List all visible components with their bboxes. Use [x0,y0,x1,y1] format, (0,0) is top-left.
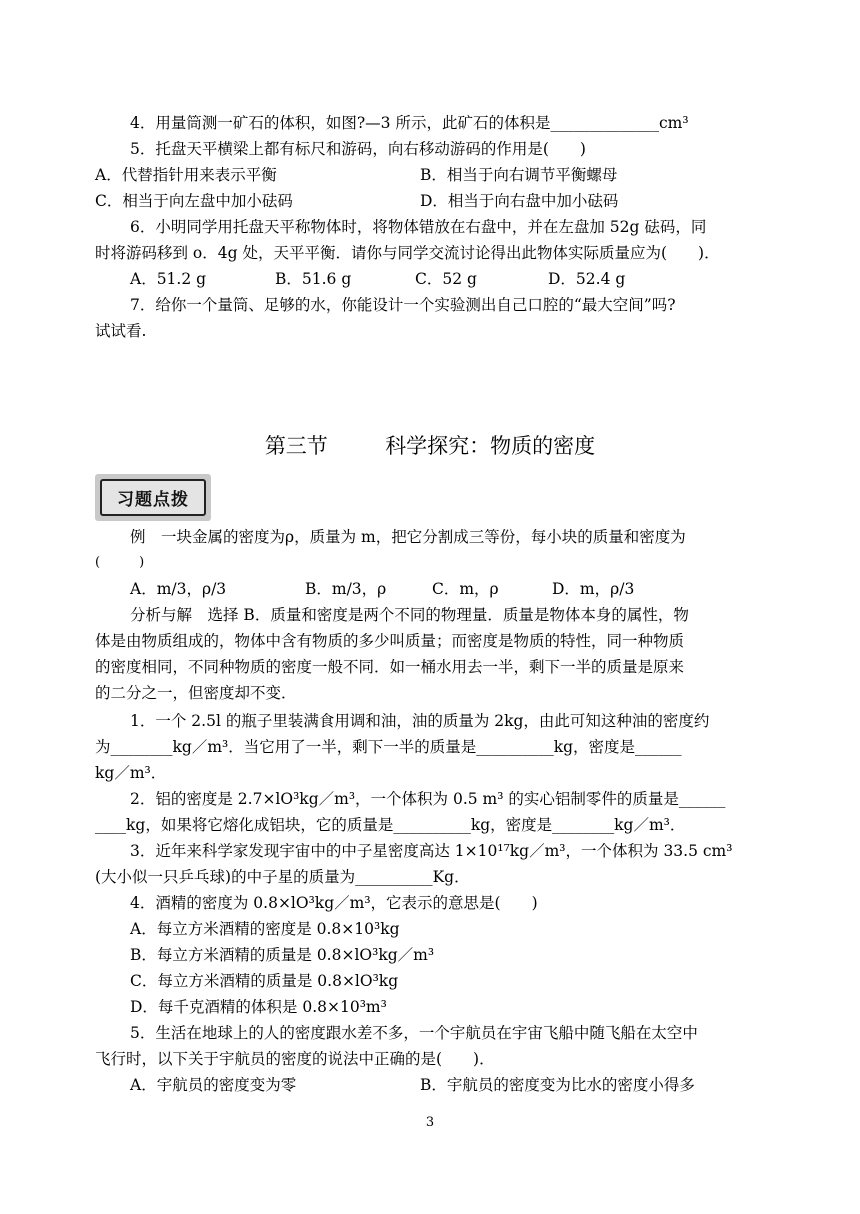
exercise-5-line-1: 5．生活在地球上的人的密度跟水差不多，一个宇航员在宇宙飞船中随飞船在太空中 [130,1024,698,1042]
analysis-line-3: 的密度相同，不同种物质的密度一般不同．如一桶水用去一半，剩下一半的质量是原来 [95,658,685,676]
page-number: 3 [425,1115,435,1130]
question-4: 4．用量筒测一矿石的体积，如图?—3 所示，此矿石的体积是______________cm³ [130,114,689,132]
question-5: 5．托盘天平横梁上都有标尺和游码，向右移动游码的作用是( ) [130,140,586,158]
example-line-1: 例 一块金属的密度为ρ，质量为 m，把它分割成三等份，每小块的质量和密度为 [130,528,686,546]
exercise-4-option-b: B．每立方米酒精的质量是 0.8×lO³kg／m³ [130,946,435,964]
badge-label: 习题点拨 [100,479,206,516]
exercise-3-line-2: (大小似一只乒乓球)的中子星的质量为__________Kg． [95,868,470,886]
question-6-line-1: 6．小明同学用托盘天平称物体时，将物体错放在右盘中，并在左盘加 52g 砝码，同 [130,218,707,236]
exercise-1-line-1: 1．一个 2.5l 的瓶子里装满食用调和油，油的质量为 2kg，由此可知这种油的密度约 [130,712,710,730]
example-line-2: ( ) [95,555,145,570]
analysis-line-4: 的二分之一，但密度却不变． [95,684,297,702]
exercise-2-line-1: 2．铝的密度是 2.7×lO³kg／m³，一个体积为 0.5 m³ 的实心铝制零件的质量是______ [130,790,726,808]
analysis-line-1: 分析与解 选择 B．质量和密度是两个不同的物理量．质量是物体本身的属性，物 [130,606,689,624]
exercise-2-line-2: ____kg，如果将它熔化成铝块，它的质量是__________kg，密度是________kg／m³． [95,816,686,834]
exercise-3-line-1: 3．近年来科学家发现宇宙中的中子星密度高达 1×10¹⁷kg／m³，一个体积为 33.5 cm³ [130,842,733,860]
exercise-4-option-a: A．每立方米酒精的密度是 0.8×10³kg [130,920,400,938]
exercise-1-line-2: 为________kg／m³．当它用了一半，剩下一半的质量是__________kg，密度是______ [95,738,682,756]
question-7-line-1: 7．给你一个量筒、足够的水，你能设计一个实验测出自己口腔的“最大空间”吗? [130,296,676,314]
exercise-4-option-d: D．每千克酒精的体积是 0.8×10³m³ [130,998,387,1016]
q5-option-c: C．相当于向左盘中加小砝码 [95,192,293,210]
example-option-b: B．m/3，ρ [305,580,387,598]
section-heading [0,430,860,460]
analysis-line-2: 体是由物质组成的，物体中含有物质的多少叫质量；而密度是物质的特性，同一种物质 [95,632,685,650]
example-option-a: A．m/3，ρ/3 [130,580,227,598]
question-6-line-2: 时将游码移到 o．4g 处，天平平衡．请你与同学交流讨论得出此物体实际质量应为( )． [95,244,720,262]
q5-option-b: B．相当于向右调节平衡螺母 [420,166,618,184]
q6-option-c: C．52 g [415,270,477,288]
q6-option-b: B．51.6 g [275,270,352,288]
exercise-1-line-3: kg／m³． [95,764,167,782]
q6-option-d: D．52.4 g [548,270,626,288]
exercise-4-option-c: C．每立方米酒精的质量是 0.8×lO³kg [130,972,399,990]
exercise-5-line-2: 飞行时，以下关于宇航员的密度的说法中正确的是( )． [95,1050,495,1068]
exercise-4: 4．酒精的密度为 0.8×lO³kg／m³，它表示的意思是( ) [130,894,538,912]
exercise-5-option-b: B．宇航员的密度变为比水的密度小得多 [420,1076,695,1094]
section-title: 科学探究：物质的密度 [385,434,596,458]
question-7-line-2: 试试看. [95,322,147,340]
q6-option-a: A．51.2 g [130,270,207,288]
exercise-tips-badge [95,474,211,521]
example-option-c: C．m，ρ [432,580,499,598]
example-option-d: D．m，ρ/3 [552,580,635,598]
exercise-5-option-a: A．宇航员的密度变为零 [130,1076,297,1094]
section-number: 第三节 [264,434,328,458]
q5-option-d: D．相当于向右盘中加小砝码 [420,192,619,210]
q5-option-a: A．代替指针用来表示平衡 [95,166,277,184]
